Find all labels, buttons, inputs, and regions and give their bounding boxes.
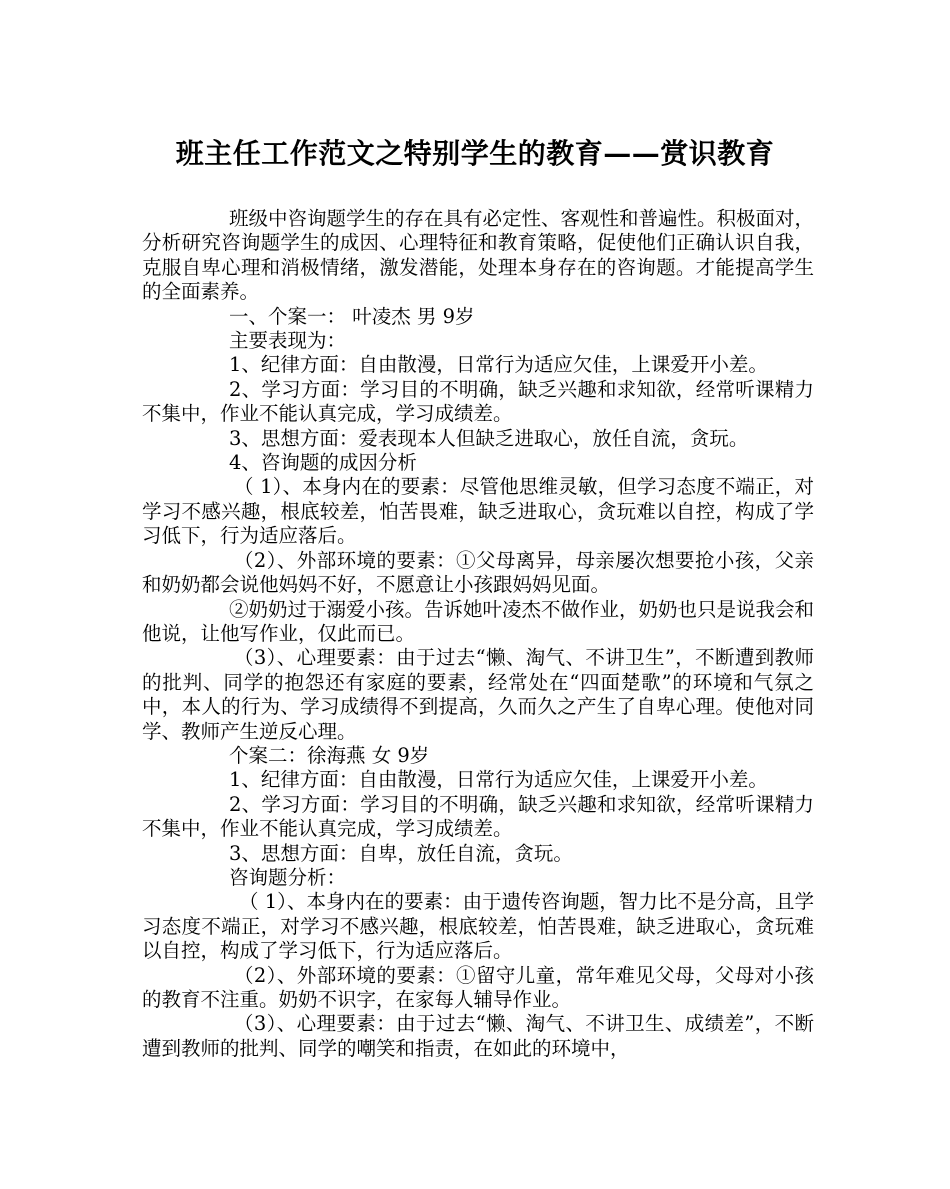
paragraph-case-two-psychological-factors: （3）、心理要素：由于过去“懒、淘气、不讲卫生、成绩差”，不断遭到教师的批判、同学的嘲笑和指责，在如此的环境中， (142, 1012, 814, 1060)
paragraph-intro: 班级中咨询题学生的存在具有必定性、客观性和普遍性。积极面对，分析研究咨询题学生的成因、心理特征和教育策略，促使他们正确认识自我，克服自卑心理和消极情绪，激发潜能，处理本身存在的咨询题。才能提高学生的全面素养。 (142, 207, 815, 304)
paragraph-case-two-heading: 个案二：徐海燕 女 9岁 (229, 743, 430, 767)
paragraph-case-two-study: 2、学习方面：学习目的不明确，缺乏兴趣和求知欲，经常听课精力不集中，作业不能认真完成，学习成绩差。 (142, 792, 814, 841)
paragraph-case-one-thought: 3、思想方面：爱表现本人但缺乏进取心，放任自流，贪玩。 (229, 426, 749, 450)
paragraph-main-symptoms-heading: 主要表现为： (229, 329, 347, 353)
paragraph-case-two-external-factors: （2）、外部环境的要素：①留守儿童，常年难见父母，父母对小孩的教育不注重。奶奶不识字，在家每人辅导作业。 (142, 963, 814, 1011)
paragraph-case-one-external-factors: （2）、外部环境的要素：①父母离异，母亲屡次想要抢小孩，父亲和奶奶都会说他妈妈不好，不愿意让小孩跟妈妈见面。 (142, 548, 814, 597)
paragraph-case-two-thought: 3、思想方面：自卑，放任自流，贪玩。 (229, 841, 573, 865)
paragraph-case-one-psychological-factors: （3）、心理要素：由于过去“懒、淘气、不讲卫生”，不断遭到教师的批判、同学的抱怨还有家庭的要素，经常处在“四面楚歌”的环境和气氛之中，本人的行为、学习成绩得不到提高，久而久之产生了自卑心理。使他对同学、教师产生逆反心理。 (142, 646, 814, 743)
paragraph-case-one-grandmother: ②奶奶过于溺爱小孩。告诉她叶凌杰不做作业，奶奶也只是说我会和他说，让他写作业，仅此而已。 (142, 597, 815, 645)
paragraph-case-two-internal-factors: （ 1）、本身内在的要素：由于遗传咨询题，智力比不是分高，且学习态度不端正，对学习不感兴趣，根底较差，怕苦畏难，缺乏进取心，贪玩难以自控，构成了学习低下，行为适应落后。 (142, 890, 814, 963)
document-body (142, 207, 814, 1061)
paragraph-case-one-cause-heading: 4、咨询题的成因分析 (229, 451, 417, 475)
paragraph-case-one-internal-factors: （ 1）、本身内在的要素：尽管他思维灵敏，但学习态度不端正，对学习不感兴趣，根底较差，怕苦畏难，缺乏进取心，贪玩难以自控，构成了学习低下，行为适应落后。 (142, 475, 814, 548)
paragraph-case-two-analysis-heading: 咨询题分析： (229, 865, 347, 889)
document-title: 班主任工作范文之特别学生的教育——赏识教育 (175, 137, 775, 170)
paragraph-case-one-heading: 一、个案一： 叶凌杰 男 9岁 (229, 304, 475, 328)
paragraph-case-one-discipline: 1、纪律方面：自由散漫，日常行为适应欠佳，上课爱开小差。 (229, 353, 768, 377)
paragraph-case-two-discipline: 1、纪律方面：自由散漫，日常行为适应欠佳，上课爱开小差。 (229, 768, 768, 792)
paragraph-case-one-study: 2、学习方面：学习目的不明确，缺乏兴趣和求知欲，经常听课精力不集中，作业不能认真完成，学习成绩差。 (142, 377, 814, 426)
